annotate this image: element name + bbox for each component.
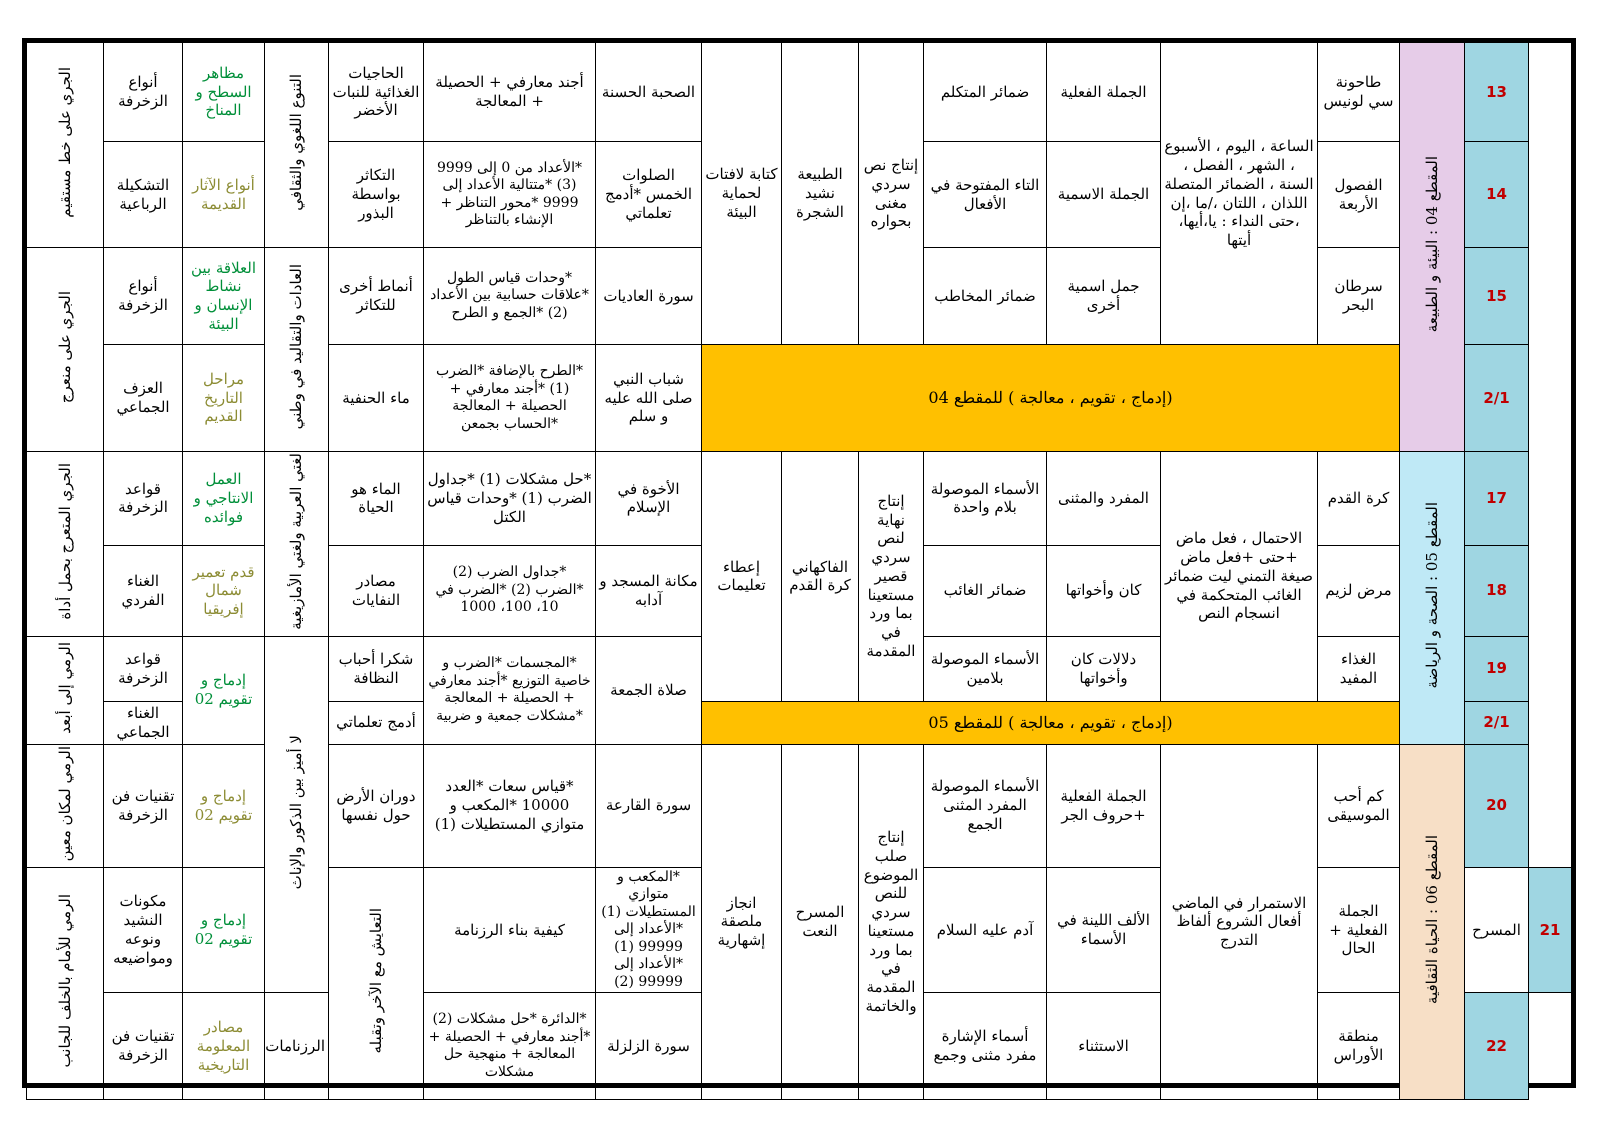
spelling-cell: ضمائر المتكلم — [924, 43, 1047, 142]
spelling-cell: التاء المفتوحة في الأفعال — [924, 142, 1047, 248]
poem-cell: الفاكهاني كرة القدم — [782, 452, 859, 702]
week-number: 20 — [1465, 744, 1529, 867]
islamic-cell: سورة الزلزلة — [596, 993, 702, 1100]
arts-cell: الغناء الفردي — [104, 545, 183, 636]
grammar-cell: الجملة الفعلية — [1047, 43, 1161, 142]
project-cell: كتابة لافتات لحماية البيئة — [702, 43, 782, 345]
islamic-cell: مكانة المسجد و آدابه — [596, 545, 702, 636]
arts-cell: العزف الجماعي — [104, 345, 183, 452]
spelling-cell: الألف اللينة في الأسماء — [1047, 867, 1161, 993]
grammar-cell: الجملة الفعلية +حروف الجر — [1047, 744, 1161, 867]
science-cell: أنماط أخرى للتكاثر — [329, 248, 424, 345]
production-cell: إنتاج نص سردي مغنى بحواره — [859, 43, 924, 345]
week-number: 2/1 — [1465, 701, 1529, 744]
table-row — [27, 452, 1572, 546]
integration-band: (إدماج ، تقويم ، معالجة ) للمقطع 04 — [702, 345, 1400, 452]
math-cell: *حل مشكلات (1) *جداول الضرب (1) *وحدات قياس الكتل — [424, 452, 596, 546]
arts-cell: قواعد الزخرفة — [104, 636, 183, 701]
sport-cell: الرمي إلى أبعد — [27, 636, 104, 744]
science-cell: التكاثر بواسطة البذور — [329, 142, 424, 248]
week-number: 15 — [1465, 248, 1529, 345]
history-cell: مصادر المعلومة التاريخية — [183, 993, 265, 1100]
arts-cell: تقنيات فن الزخرفة — [104, 744, 183, 867]
text-cell: منطقة الأوراس — [1318, 993, 1400, 1100]
spelling-cell: ضمائر الغائب — [924, 545, 1047, 636]
civics-cell: لغتي العربية ولغتي الأمازيغية — [265, 452, 329, 637]
islamic-cell: سورة القارعة — [596, 744, 702, 867]
math-cell: *المجسمات *الضرب و خاصية التوزيع *أجند معارفي + الحصيلة + المعالجة *مشكلات جمعية و ضربية — [424, 636, 596, 744]
civics-cell: لا أميز بين الذكور والإناث — [265, 636, 329, 993]
sport-cell: الرمي للأمام بالخلف للجانب — [27, 867, 104, 1100]
integration-band: (إدماج ، تقويم ، معالجة ) للمقطع 05 — [702, 701, 1400, 744]
civics-cell: التعايش مع الآخر وتقبله — [329, 867, 424, 1100]
science-cell: ماء الحنفية — [329, 345, 424, 452]
islamic-cell: الصحبة الحسنة — [596, 43, 702, 142]
science-cell: الماء هو الحياة — [329, 452, 424, 546]
table-row — [27, 744, 1572, 867]
science-cell: أدمج تعلماتي — [329, 701, 424, 744]
grammar-cell: كان وأخواتها — [1047, 545, 1161, 636]
islamic-cell: آدم عليه السلام — [924, 867, 1047, 993]
math-cell: *المكعب و متوازي المستطيلات (1) *الأعداد إلى 99999 (1) *الأعداد إلى 99999 (2) — [596, 867, 702, 993]
text-cell: كرة القدم — [1318, 452, 1400, 546]
text-cell: سرطان البحر — [1318, 248, 1400, 345]
table-row — [27, 43, 1572, 142]
history-cell: مظاهر السطح و المناخ — [183, 43, 265, 142]
arts-cell: قواعد الزخرفة — [104, 452, 183, 546]
text-cell: المسرح — [1465, 867, 1529, 993]
poem-cell: الطبيعة نشيد الشجرة — [782, 43, 859, 345]
grammar-cell: الجملة الاسمية — [1047, 142, 1161, 248]
islamic-cell: الأخوة في الإسلام — [596, 452, 702, 546]
math-cell: *الطرح بالإضافة *الضرب (1) *أجند معارفي + الحصيلة + المعالجة *الحساب بجمعن — [424, 345, 596, 452]
production-cell: إنتاج نهاية لنص سردي قصير مستعينا بما ورد في المقدمة — [859, 452, 924, 702]
text-cell: الفصول الأربعة — [1318, 142, 1400, 248]
spelling-cell: الأسماء الموصولة المفرد المثنى الجمع — [924, 744, 1047, 867]
sport-cell: الجري على خط مستقيم — [27, 43, 104, 248]
week-number: 2/1 — [1465, 345, 1529, 452]
lexicon-cell: الاحتمال ، فعل ماض +حتى +فعل ماض صيغة التمني ليت ضمائر الغائب المتحكمة في انسجام النص — [1161, 452, 1318, 702]
history-cell: العلاقة بين نشاط الإنسان و البيئة — [183, 248, 265, 345]
math-cell: *جداول الضرب (2) *الضرب (2) *الضرب في 10، 100، 1000 — [424, 545, 596, 636]
math-cell: *الأعداد من 0 إلى 9999 (3) *متتالية الأعداد إلى 9999 *محور التناظر + الإنشاء بالتناظر — [424, 142, 596, 248]
project-cell: إعطاء تعليمات — [702, 452, 782, 702]
history-cell: إدماج و تقويم 02 — [183, 636, 265, 744]
civics-cell: التنوع اللغوي والثقافي — [265, 43, 329, 248]
math-cell: أجند معارفي + الحصيلة + المعالجة — [424, 43, 596, 142]
week-number: 22 — [1465, 993, 1529, 1100]
islamic-cell: سورة العاديات — [596, 248, 702, 345]
spelling-cell: أسماء الإشارة مفرد مثنى وجمع — [924, 993, 1047, 1100]
arts-cell: تقنيات فن الزخرفة — [104, 993, 183, 1100]
arts-cell: التشكيلة الرباعية — [104, 142, 183, 248]
spelling-cell: الأسماء الموصولة بلامين — [924, 636, 1047, 701]
history-cell: إدماج و تقويم 02 — [183, 867, 265, 993]
lexicon-cell: الساعة ، اليوم ، الأسبوع ، الشهر ، الفصل ، السنة ، الضمائر المتصلة اللذان ، اللتان ،/ما ،إن ،حتى النداء : يا،أيها، أيتها — [1161, 43, 1318, 345]
week-number: 19 — [1465, 636, 1529, 701]
civics-cell: العادات والتقاليد في وطني — [265, 248, 329, 452]
yearly-plan-table — [26, 42, 1572, 1100]
arts-cell: أنواع الزخرفة — [104, 248, 183, 345]
segment-label: المقطع 04 : البيئة و الطبيعة — [1400, 43, 1465, 452]
islamic-cell: شباب النبي صلى الله عليه و سلم — [596, 345, 702, 452]
text-cell: كم أحب الموسيقى — [1318, 744, 1400, 867]
text-cell: مرض لزيم — [1318, 545, 1400, 636]
table-row — [27, 345, 1572, 452]
science-cell: دوران الأرض حول نفسها — [329, 744, 424, 867]
grammar-cell: الاستثناء — [1047, 993, 1161, 1100]
grammar-cell: جمل اسمية أخرى — [1047, 248, 1161, 345]
sport-cell: الرمي لمكان معين — [27, 744, 104, 867]
arts-cell: مكونات النشيد ونوعه ومواضيعه — [104, 867, 183, 993]
history-cell: قدم تعمير شمال إفريقيا — [183, 545, 265, 636]
history-cell: العمل الانتاجي و فوائده — [183, 452, 265, 546]
spelling-cell: الأسماء الموصولة بلام واحدة — [924, 452, 1047, 546]
history-cell: أنواع الآثار القديمة — [183, 142, 265, 248]
sport-cell: الجري المتعرج بحمل أداة — [27, 452, 104, 637]
history-cell: مراحل التاريخ القديم — [183, 345, 265, 452]
poem-cell: المسرح النعت — [782, 744, 859, 1100]
grammar-cell: دلالات كان وأخواتها — [1047, 636, 1161, 701]
science-cell: الرزنامات — [265, 993, 329, 1100]
grammar-cell: المفرد والمثنى — [1047, 452, 1161, 546]
production-cell: إنتاج صلب الموضوع للنص سردي مستعينا بما ورد في المقدمة والخاتمة — [859, 744, 924, 1100]
project-cell: انجاز ملصقة إشهارية — [702, 744, 782, 1100]
sport-cell: الجري على منعرج — [27, 248, 104, 452]
segment-label: المقطع 06 : الحياة الثقافية — [1400, 744, 1465, 1100]
history-cell: إدماج و تقويم 02 — [183, 744, 265, 867]
islamic-cell: الصلوات الخمس *أدمج تعلماتي — [596, 142, 702, 248]
science-cell: شكرا أحباب النظافة — [329, 636, 424, 701]
week-number: 14 — [1465, 142, 1529, 248]
week-number: 18 — [1465, 545, 1529, 636]
islamic-cell: صلاة الجمعة — [596, 636, 702, 744]
math-cell: *وحدات قياس الطول *علاقات حسابية بين الأعداد (2) *الجمع و الطرح — [424, 248, 596, 345]
grammar-cell: الجملة الفعلية + الحال — [1318, 867, 1400, 993]
lexicon-cell: الاستمرار في الماضي أفعال الشروع ألفاظ التدرج — [1161, 744, 1318, 1100]
math-cell: *الدائرة *حل مشكلات (2) *أجند معارفي + الحصيلة + المعالجة + منهجية حل مشكلات — [424, 993, 596, 1100]
science-cell: كيفية بناء الرزنامة — [424, 867, 596, 993]
science-cell: الحاجيات الغذائية للنبات الأخضر — [329, 43, 424, 142]
spelling-cell: ضمائر المخاطب — [924, 248, 1047, 345]
math-cell: *قياس سعات *العدد 10000 *المكعب و متوازي المستطيلات (1) — [424, 744, 596, 867]
week-number: 21 — [1529, 867, 1572, 993]
arts-cell: أنواع الزخرفة — [104, 43, 183, 142]
science-cell: مصادر النفايات — [329, 545, 424, 636]
week-number: 17 — [1465, 452, 1529, 546]
text-cell: طاحونة سي لونيس — [1318, 43, 1400, 142]
week-number: 13 — [1465, 43, 1529, 142]
arts-cell: الغناء الجماعي — [104, 701, 183, 744]
text-cell: الغذاء المفيد — [1318, 636, 1400, 701]
segment-label: المقطع 05 : الصحة و الرياضة — [1400, 452, 1465, 745]
